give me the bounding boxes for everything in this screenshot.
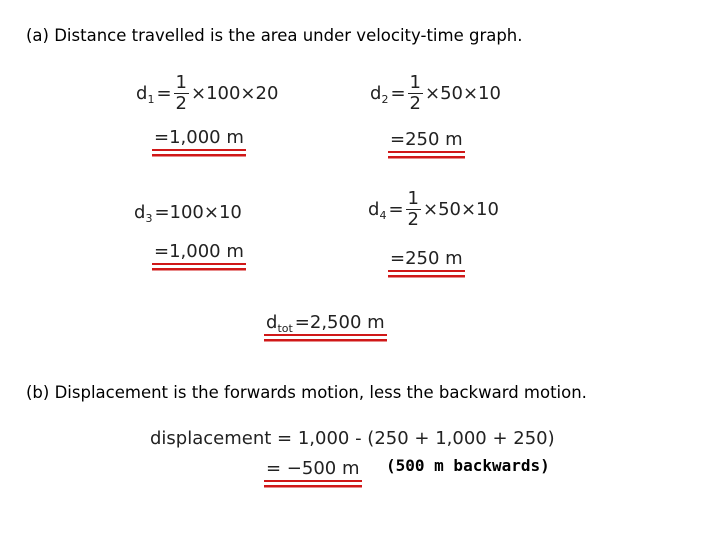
part-b-heading: (b) Displacement is the forwards motion, less the backward motion.: [26, 383, 587, 402]
equation-d3: [134, 202, 242, 223]
d4-subscript: 4: [379, 209, 387, 222]
d2-result: =250 m: [388, 129, 465, 153]
d1-denominator: 2: [175, 93, 187, 114]
total-expression: =2,500 m: [294, 312, 385, 333]
d3-symbol: d: [134, 202, 146, 223]
d2-fraction: [408, 74, 423, 113]
d1-product: ×100×20: [190, 83, 279, 104]
d1-equals: =: [156, 83, 172, 104]
d1-symbol: d: [136, 83, 148, 104]
d1-subscript: 1: [147, 93, 155, 106]
d2-denominator: 2: [409, 93, 421, 114]
d4-denominator: 2: [407, 209, 419, 230]
total-distance: [264, 312, 387, 336]
d4-symbol: d: [368, 199, 380, 220]
d4-equals: =: [388, 199, 404, 220]
d1-fraction: [174, 74, 189, 113]
displacement-result-wrap: [264, 458, 362, 479]
equation-d2: [370, 74, 501, 113]
d1-numerator: 1: [175, 72, 187, 93]
total-subscript: tot: [277, 322, 293, 335]
d2-subscript: 2: [381, 93, 389, 106]
d4-fraction: [406, 190, 421, 229]
result-d4: [388, 248, 465, 269]
result-d1: [152, 127, 246, 148]
total-symbol: d: [266, 312, 278, 333]
equation-d1: [136, 74, 278, 113]
total-underlined: [264, 312, 387, 336]
d1-result: =1,000 m: [152, 127, 246, 151]
d2-symbol: d: [370, 83, 382, 104]
d3-result: =1,000 m: [152, 241, 246, 265]
d2-equals: =: [390, 83, 406, 104]
d2-product: ×50×10: [424, 83, 501, 104]
equation-d4: [368, 190, 499, 229]
part-a-heading: (a) Distance travelled is the area under velocity-time graph.: [26, 26, 523, 45]
d4-result: =250 m: [388, 248, 465, 272]
result-d2: [388, 129, 465, 150]
displacement-result: = −500 m: [264, 458, 362, 482]
d4-numerator: 1: [407, 188, 419, 209]
backwards-note: (500 m backwards): [386, 456, 550, 475]
d4-product: ×50×10: [422, 199, 499, 220]
displacement-equation: displacement = 1,000 - (250 + 1,000 + 250): [150, 428, 555, 449]
result-d3: [152, 241, 246, 262]
d3-subscript: 3: [145, 212, 153, 225]
d3-expression: =100×10: [154, 202, 242, 223]
d2-numerator: 1: [409, 72, 421, 93]
